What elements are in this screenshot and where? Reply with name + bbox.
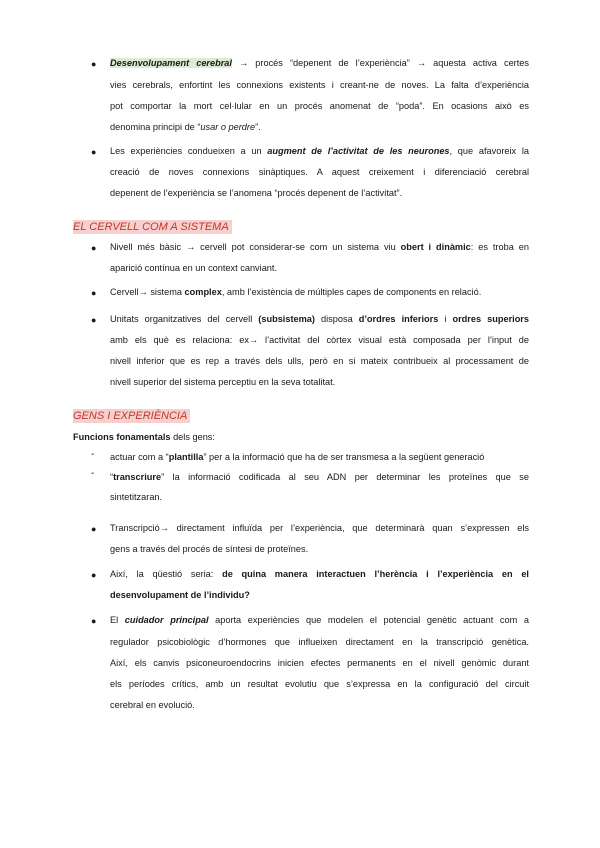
paragraph-line: actuar com a “plantilla” per a la informació que ha de ser transmesa a la següent generació [110, 452, 485, 462]
paragraph-line: vies cerebrals, enfortint les connexions existents i creant-ne de noves. La falta d’experiència [110, 80, 529, 90]
paragraph-line: Desenvolupament cerebral → procés “depenent de l’experiència” → aquesta activa certes [110, 58, 529, 68]
paragraph-line: denomina principi de “usar o perdre”. [110, 122, 261, 132]
paragraph-line: Les experiències condueixen a un augment de l’activitat de les neurones, que afavoreix la [110, 146, 529, 156]
paragraph-line: regulador psicobiològic d’hormones que influeixen directament en la transcripció genètica. [110, 637, 529, 647]
paragraph-line: els períodes crítics, amb un resultat evolutiu que s’expressa en la configuració del circuit [110, 679, 529, 689]
bullet-marker: ● [91, 315, 97, 325]
dash-marker: - [91, 449, 95, 460]
paragraph-line: Cervell→ sistema complex, amb l’existència de múltiples capes de components en relació. [110, 287, 482, 297]
paragraph-line: Així, la qüestió seria: de quina manera interactuen l’herència i l’experiència en el [110, 569, 529, 579]
paragraph-line: sintetitzaran. [110, 492, 163, 502]
bullet-marker: ● [91, 147, 97, 157]
section-heading: EL CERVELL COM A SISTEMA [73, 220, 232, 234]
functions-intro: Funcions fonamentals dels gens: [73, 432, 215, 442]
paragraph-line: Transcripció→ directament influïda per l’experiència, que determinarà quan s’expressen els [110, 523, 529, 533]
paragraph-line: gens a través del procés de síntesi de proteïnes. [110, 544, 309, 554]
paragraph-line: Nivell més bàsic → cervell pot considerar-se com un sistema viu obert i dinàmic: es troba en [110, 242, 529, 252]
paragraph-line: amb els què es relaciona: ex→ l’activitat del còrtex visual està composada per l’input de [110, 335, 529, 345]
bullet-marker: ● [91, 570, 97, 580]
section-heading: GENS I EXPERIÈNCIA [73, 409, 190, 423]
paragraph-line: desenvolupament de l’individu? [110, 590, 250, 600]
paragraph-line: creació de noves connexions sinàptiques. A aquest creixement i diferenciació cerebral [110, 167, 529, 177]
dash-marker: - [91, 468, 95, 479]
paragraph-line: nivell superior del sistema perceptiu en la seva totalitat. [110, 377, 336, 387]
paragraph-line: Unitats organitzatives del cervell (subsistema) disposa d’ordres inferiors i ordres superiors [110, 314, 529, 324]
paragraph-line: pot comportar la mort cel·lular en un procés anomenat de “poda”. En ocasions això es [110, 101, 529, 111]
paragraph-line: “transcriure” la informació codificada al seu ADN per determinar les proteïnes que se [110, 472, 529, 482]
bullet-marker: ● [91, 616, 97, 626]
bullet-marker: ● [91, 288, 97, 298]
bullet-marker: ● [91, 524, 97, 534]
paragraph-line: depenent de l’experiència se l’anomena “procés depenent de l’activitat”. [110, 188, 403, 198]
paragraph-line: Així, els canvis psiconeuroendocrins inicien efectes permanents en el nivell genòmic durant [110, 658, 529, 668]
paragraph-line: El cuidador principal aporta experiències que modelen el potencial genètic actuant com a [110, 615, 529, 625]
bullet-marker: ● [91, 59, 97, 69]
paragraph-line: nivell inferior que es rep a través dels ulls, però en si mateix contribueix al processament de [110, 356, 529, 366]
bullet-marker: ● [91, 243, 97, 253]
paragraph-line: cerebral en evolució. [110, 700, 195, 710]
paragraph-line: aparició contínua en un context canviant. [110, 263, 278, 273]
